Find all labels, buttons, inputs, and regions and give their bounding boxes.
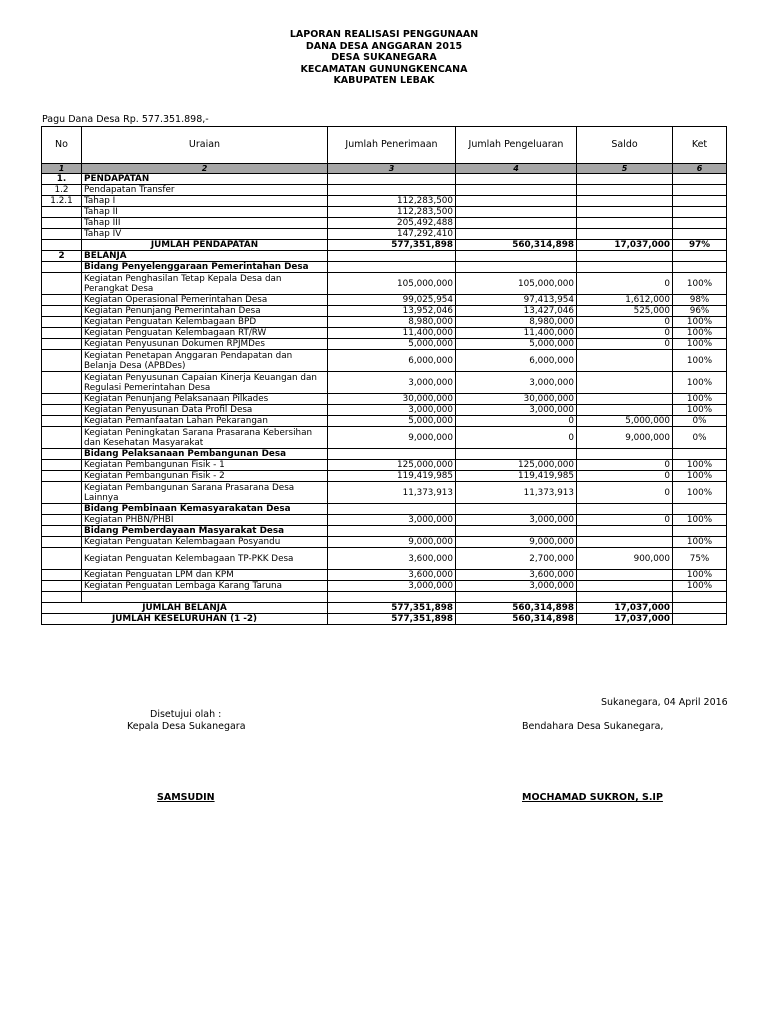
cell-uraian: Kegiatan Penunjang Pelaksanaan Pilkades <box>82 394 328 405</box>
cell-pengeluaran: 6,000,000 <box>456 350 577 372</box>
cell-no <box>42 581 82 592</box>
cell-no: 1.2.1 <box>42 196 82 207</box>
table-row <box>42 262 727 273</box>
cell-ket: 75% <box>673 548 727 570</box>
cell-uraian: Bidang Penyelenggaraan Pemerintahan Desa <box>82 262 328 273</box>
cell-pengeluaran <box>456 229 577 240</box>
cell-uraian: JUMLAH PENDAPATAN <box>82 240 328 251</box>
cell-pengeluaran: 560,314,898 <box>456 240 577 251</box>
cell-penerimaan: 3,600,000 <box>328 570 456 581</box>
cell-pengeluaran <box>456 449 577 460</box>
cell-ket: 100% <box>673 339 727 350</box>
cell-uraian: Kegiatan Peningkatan Sarana Prasarana Kebersihan dan Kesehatan Masyarakat <box>82 427 328 449</box>
total-saldo: 17,037,000 <box>577 603 673 614</box>
cell-saldo: 0 <box>577 273 673 295</box>
cell-saldo <box>577 394 673 405</box>
cell-ket: 100% <box>673 537 727 548</box>
cell-pengeluaran <box>456 251 577 262</box>
cell-ket: 100% <box>673 273 727 295</box>
cell-uraian: Kegiatan Penguatan LPM dan KPM <box>82 570 328 581</box>
table-row <box>42 218 727 229</box>
cell-ket <box>673 185 727 196</box>
cell-uraian: Kegiatan Penguatan Lembaga Karang Taruna <box>82 581 328 592</box>
column-number-row <box>42 164 727 174</box>
cell-uraian: Tahap IV <box>82 229 328 240</box>
table-row <box>42 592 727 603</box>
cell-saldo: 5,000,000 <box>577 416 673 427</box>
cell-pengeluaran: 11,400,000 <box>456 328 577 339</box>
cell-uraian <box>82 592 328 603</box>
cell-ket <box>673 218 727 229</box>
table-row <box>42 570 727 581</box>
cell-ket <box>673 504 727 515</box>
cell-no <box>42 548 82 570</box>
realization-table <box>41 126 727 625</box>
cell-pengeluaran: 0 <box>456 427 577 449</box>
cell-penerimaan: 125,000,000 <box>328 460 456 471</box>
cell-penerimaan: 3,600,000 <box>328 548 456 570</box>
cell-saldo <box>577 570 673 581</box>
cell-pengeluaran: 0 <box>456 416 577 427</box>
title-line: DESA SUKANEGARA <box>331 52 437 63</box>
cell-pengeluaran: 30,000,000 <box>456 394 577 405</box>
column-number: 3 <box>328 164 456 174</box>
cell-no <box>42 328 82 339</box>
cell-saldo <box>577 196 673 207</box>
cell-penerimaan: 9,000,000 <box>328 427 456 449</box>
cell-uraian: Tahap I <box>82 196 328 207</box>
cell-no <box>42 449 82 460</box>
table-row <box>42 460 727 471</box>
cell-ket: 100% <box>673 372 727 394</box>
cell-pengeluaran: 125,000,000 <box>456 460 577 471</box>
cell-saldo: 17,037,000 <box>577 240 673 251</box>
table-row <box>42 174 727 185</box>
cell-no <box>42 372 82 394</box>
cell-uraian: Tahap II <box>82 207 328 218</box>
table-row <box>42 317 727 328</box>
cell-uraian: Kegiatan Pembangunan Fisik - 1 <box>82 460 328 471</box>
cell-uraian: Kegiatan Penguatan Kelembagaan RT/RW <box>82 328 328 339</box>
cell-pengeluaran <box>456 218 577 229</box>
cell-uraian: Kegiatan Penunjang Pemerintahan Desa <box>82 306 328 317</box>
cell-ket <box>673 592 727 603</box>
cell-no <box>42 427 82 449</box>
table-row <box>42 449 727 460</box>
cell-penerimaan: 577,351,898 <box>328 240 456 251</box>
cell-ket <box>673 262 727 273</box>
cell-no: 1.2 <box>42 185 82 196</box>
table-row <box>42 306 727 317</box>
table-row <box>42 526 727 537</box>
cell-no <box>42 229 82 240</box>
cell-no <box>42 295 82 306</box>
cell-penerimaan: 5,000,000 <box>328 416 456 427</box>
cell-penerimaan: 112,283,500 <box>328 207 456 218</box>
cell-no <box>42 570 82 581</box>
cell-penerimaan: 6,000,000 <box>328 350 456 372</box>
table-row <box>42 515 727 526</box>
cell-no <box>42 537 82 548</box>
cell-no <box>42 416 82 427</box>
cell-ket: 100% <box>673 471 727 482</box>
cell-uraian: Bidang Pembinaan Kemasyarakatan Desa <box>82 504 328 515</box>
column-number: 2 <box>82 164 328 174</box>
cell-pengeluaran: 8,980,000 <box>456 317 577 328</box>
cell-saldo: 0 <box>577 460 673 471</box>
cell-pengeluaran: 97,413,954 <box>456 295 577 306</box>
table-row <box>42 251 727 262</box>
cell-saldo <box>577 218 673 229</box>
cell-saldo <box>577 207 673 218</box>
cell-penerimaan <box>328 526 456 537</box>
cell-saldo <box>577 449 673 460</box>
cell-pengeluaran: 5,000,000 <box>456 339 577 350</box>
cell-saldo: 9,000,000 <box>577 427 673 449</box>
cell-saldo: 1,612,000 <box>577 295 673 306</box>
cell-no: 2 <box>42 251 82 262</box>
cell-uraian: Kegiatan Penguatan Kelembagaan BPD <box>82 317 328 328</box>
table-row <box>42 504 727 515</box>
cell-pengeluaran <box>456 592 577 603</box>
total-pengeluaran: 560,314,898 <box>456 614 577 625</box>
cell-saldo <box>577 537 673 548</box>
cell-uraian: Bidang Pemberdayaan Masyarakat Desa <box>82 526 328 537</box>
cell-penerimaan: 11,400,000 <box>328 328 456 339</box>
cell-uraian: Kegiatan Penetapan Anggaran Pendapatan dan Belanja Desa (APBDes) <box>82 350 328 372</box>
header-penerimaan: Jumlah Penerimaan <box>328 127 456 164</box>
cell-ket: 97% <box>673 240 727 251</box>
budget-ceiling-text: Pagu Dana Desa Rp. 577.351.898,- <box>42 114 209 125</box>
cell-no <box>42 207 82 218</box>
table-row <box>42 295 727 306</box>
cell-uraian: Kegiatan Penghasilan Tetap Kepala Desa dan Perangkat Desa <box>82 273 328 295</box>
cell-no <box>42 273 82 295</box>
header-no: No <box>42 127 82 164</box>
table-row <box>42 185 727 196</box>
table-row <box>42 196 727 207</box>
cell-penerimaan: 3,000,000 <box>328 581 456 592</box>
cell-pengeluaran <box>456 174 577 185</box>
cell-no <box>42 471 82 482</box>
cell-ket <box>673 196 727 207</box>
cell-ket: 100% <box>673 405 727 416</box>
cell-penerimaan <box>328 251 456 262</box>
total-saldo: 17,037,000 <box>577 614 673 625</box>
cell-uraian: Kegiatan Penyusunan Dokumen RPJMDes <box>82 339 328 350</box>
cell-ket: 100% <box>673 570 727 581</box>
table-row <box>42 339 727 350</box>
cell-uraian: Pendapatan Transfer <box>82 185 328 196</box>
cell-pengeluaran <box>456 262 577 273</box>
cell-uraian: Kegiatan Pembangunan Sarana Prasarana Desa Lainnya <box>82 482 328 504</box>
table-row <box>42 482 727 504</box>
total-penerimaan: 577,351,898 <box>328 603 456 614</box>
cell-pengeluaran <box>456 196 577 207</box>
cell-penerimaan: 112,283,500 <box>328 196 456 207</box>
cell-uraian: PENDAPATAN <box>82 174 328 185</box>
cell-saldo <box>577 504 673 515</box>
treasurer-role: Bendahara Desa Sukanegara, <box>522 721 664 732</box>
table-row <box>42 394 727 405</box>
cell-penerimaan <box>328 449 456 460</box>
cell-ket: 98% <box>673 295 727 306</box>
total-penerimaan: 577,351,898 <box>328 614 456 625</box>
header-ket: Ket <box>673 127 727 164</box>
cell-no <box>42 405 82 416</box>
cell-uraian: BELANJA <box>82 251 328 262</box>
table-row <box>42 207 727 218</box>
cell-uraian: Tahap III <box>82 218 328 229</box>
table-row <box>42 471 727 482</box>
cell-uraian: Kegiatan Penguatan Kelembagaan TP-PKK Desa <box>82 548 328 570</box>
total-pengeluaran: 560,314,898 <box>456 603 577 614</box>
cell-pengeluaran: 3,000,000 <box>456 372 577 394</box>
cell-penerimaan <box>328 504 456 515</box>
cell-ket: 0% <box>673 416 727 427</box>
cell-no <box>42 339 82 350</box>
total-row <box>42 614 727 625</box>
header-saldo: Saldo <box>577 127 673 164</box>
cell-pengeluaran <box>456 185 577 196</box>
cell-ket: 100% <box>673 317 727 328</box>
cell-ket: 100% <box>673 482 727 504</box>
cell-no <box>42 262 82 273</box>
cell-penerimaan: 3,000,000 <box>328 405 456 416</box>
cell-pengeluaran: 9,000,000 <box>456 537 577 548</box>
cell-saldo: 0 <box>577 339 673 350</box>
cell-ket <box>673 207 727 218</box>
cell-uraian: Bidang Pelaksanaan Pembangunan Desa <box>82 449 328 460</box>
report-title <box>0 29 768 87</box>
cell-no: 1. <box>42 174 82 185</box>
approved-by-label: Disetujui olah : <box>150 709 222 720</box>
cell-saldo <box>577 405 673 416</box>
cell-no <box>42 526 82 537</box>
cell-ket: 0% <box>673 427 727 449</box>
cell-no <box>42 592 82 603</box>
title-line: KABUPATEN LEBAK <box>333 75 435 86</box>
column-number: 5 <box>577 164 673 174</box>
cell-pengeluaran: 105,000,000 <box>456 273 577 295</box>
total-label: JUMLAH KESELURUHAN (1 -2) <box>42 614 328 625</box>
cell-uraian: Kegiatan Pembangunan Fisik - 2 <box>82 471 328 482</box>
cell-penerimaan <box>328 592 456 603</box>
cell-penerimaan <box>328 174 456 185</box>
cell-saldo <box>577 592 673 603</box>
cell-pengeluaran: 119,419,985 <box>456 471 577 482</box>
table-row <box>42 548 727 570</box>
cell-penerimaan: 119,419,985 <box>328 471 456 482</box>
table-row <box>42 229 727 240</box>
cell-penerimaan: 99,025,954 <box>328 295 456 306</box>
cell-saldo: 900,000 <box>577 548 673 570</box>
total-row <box>42 603 727 614</box>
table-row <box>42 416 727 427</box>
cell-pengeluaran <box>456 526 577 537</box>
place-date: Sukanegara, 04 April 2016 <box>601 697 728 708</box>
table-row <box>42 581 727 592</box>
totals-body <box>42 603 727 625</box>
column-number: 6 <box>673 164 727 174</box>
cell-saldo <box>577 581 673 592</box>
cell-penerimaan: 13,952,046 <box>328 306 456 317</box>
cell-penerimaan: 3,000,000 <box>328 372 456 394</box>
table-row <box>42 350 727 372</box>
cell-ket: 96% <box>673 306 727 317</box>
cell-no <box>42 317 82 328</box>
cell-no <box>42 394 82 405</box>
cell-saldo <box>577 251 673 262</box>
table-body <box>42 174 727 603</box>
cell-no <box>42 350 82 372</box>
cell-ket <box>673 449 727 460</box>
cell-saldo: 0 <box>577 317 673 328</box>
cell-ket: 100% <box>673 515 727 526</box>
village-head-name: SAMSUDIN <box>157 792 215 803</box>
cell-pengeluaran: 2,700,000 <box>456 548 577 570</box>
table-row <box>42 273 727 295</box>
cell-saldo: 0 <box>577 471 673 482</box>
cell-pengeluaran: 3,000,000 <box>456 405 577 416</box>
total-ket <box>673 603 727 614</box>
cell-ket: 100% <box>673 328 727 339</box>
table-row <box>42 372 727 394</box>
cell-saldo: 0 <box>577 328 673 339</box>
treasurer-name: MOCHAMAD SUKRON, S.IP <box>522 792 663 803</box>
cell-no <box>42 306 82 317</box>
cell-penerimaan <box>328 185 456 196</box>
table-row <box>42 405 727 416</box>
cell-penerimaan: 147,292,410 <box>328 229 456 240</box>
cell-saldo: 525,000 <box>577 306 673 317</box>
cell-saldo <box>577 185 673 196</box>
cell-uraian: Kegiatan Penguatan Kelembagaan Posyandu <box>82 537 328 548</box>
cell-ket <box>673 251 727 262</box>
cell-no <box>42 460 82 471</box>
cell-pengeluaran: 3,000,000 <box>456 515 577 526</box>
table-header-row <box>42 127 727 164</box>
cell-uraian: Kegiatan Pemanfaatan Lahan Pekarangan <box>82 416 328 427</box>
table-row <box>42 537 727 548</box>
cell-penerimaan: 205,492,488 <box>328 218 456 229</box>
cell-uraian: Kegiatan Penyusunan Data Profil Desa <box>82 405 328 416</box>
cell-penerimaan <box>328 262 456 273</box>
total-label: JUMLAH BELANJA <box>42 603 328 614</box>
title-line: LAPORAN REALISASI PENGGUNAAN <box>289 29 479 40</box>
column-number: 4 <box>456 164 577 174</box>
cell-ket <box>673 174 727 185</box>
cell-ket: 100% <box>673 350 727 372</box>
cell-no <box>42 240 82 251</box>
cell-pengeluaran <box>456 504 577 515</box>
cell-ket: 100% <box>673 581 727 592</box>
cell-pengeluaran: 11,373,913 <box>456 482 577 504</box>
cell-penerimaan: 5,000,000 <box>328 339 456 350</box>
cell-penerimaan: 8,980,000 <box>328 317 456 328</box>
cell-no <box>42 218 82 229</box>
cell-pengeluaran: 3,600,000 <box>456 570 577 581</box>
header-pengeluaran: Jumlah Pengeluaran <box>456 127 577 164</box>
total-ket <box>673 614 727 625</box>
cell-no <box>42 482 82 504</box>
cell-pengeluaran <box>456 207 577 218</box>
cell-ket <box>673 229 727 240</box>
cell-saldo <box>577 526 673 537</box>
village-head-role: Kepala Desa Sukanegara <box>127 721 246 732</box>
cell-saldo <box>577 229 673 240</box>
cell-saldo <box>577 174 673 185</box>
cell-pengeluaran: 13,427,046 <box>456 306 577 317</box>
cell-ket: 100% <box>673 394 727 405</box>
header-uraian: Uraian <box>82 127 328 164</box>
table-row <box>42 328 727 339</box>
column-number: 1 <box>42 164 82 174</box>
cell-saldo: 0 <box>577 482 673 504</box>
cell-ket <box>673 526 727 537</box>
cell-penerimaan: 30,000,000 <box>328 394 456 405</box>
cell-uraian: Kegiatan PHBN/PHBI <box>82 515 328 526</box>
cell-ket: 100% <box>673 460 727 471</box>
cell-pengeluaran: 3,000,000 <box>456 581 577 592</box>
cell-uraian: Kegiatan Operasional Pemerintahan Desa <box>82 295 328 306</box>
table-row <box>42 240 727 251</box>
cell-penerimaan: 9,000,000 <box>328 537 456 548</box>
cell-no <box>42 504 82 515</box>
cell-saldo: 0 <box>577 515 673 526</box>
cell-saldo <box>577 372 673 394</box>
cell-saldo <box>577 262 673 273</box>
title-line: DANA DESA ANGGARAN 2015 <box>305 40 463 52</box>
cell-penerimaan: 105,000,000 <box>328 273 456 295</box>
table-row <box>42 427 727 449</box>
cell-penerimaan: 11,373,913 <box>328 482 456 504</box>
cell-saldo <box>577 350 673 372</box>
cell-uraian: Kegiatan Penyusunan Capaian Kinerja Keuangan dan Regulasi Pemerintahan Desa <box>82 372 328 394</box>
title-line: KECAMATAN GUNUNGKENCANA <box>300 63 468 75</box>
cell-no <box>42 515 82 526</box>
cell-penerimaan: 3,000,000 <box>328 515 456 526</box>
